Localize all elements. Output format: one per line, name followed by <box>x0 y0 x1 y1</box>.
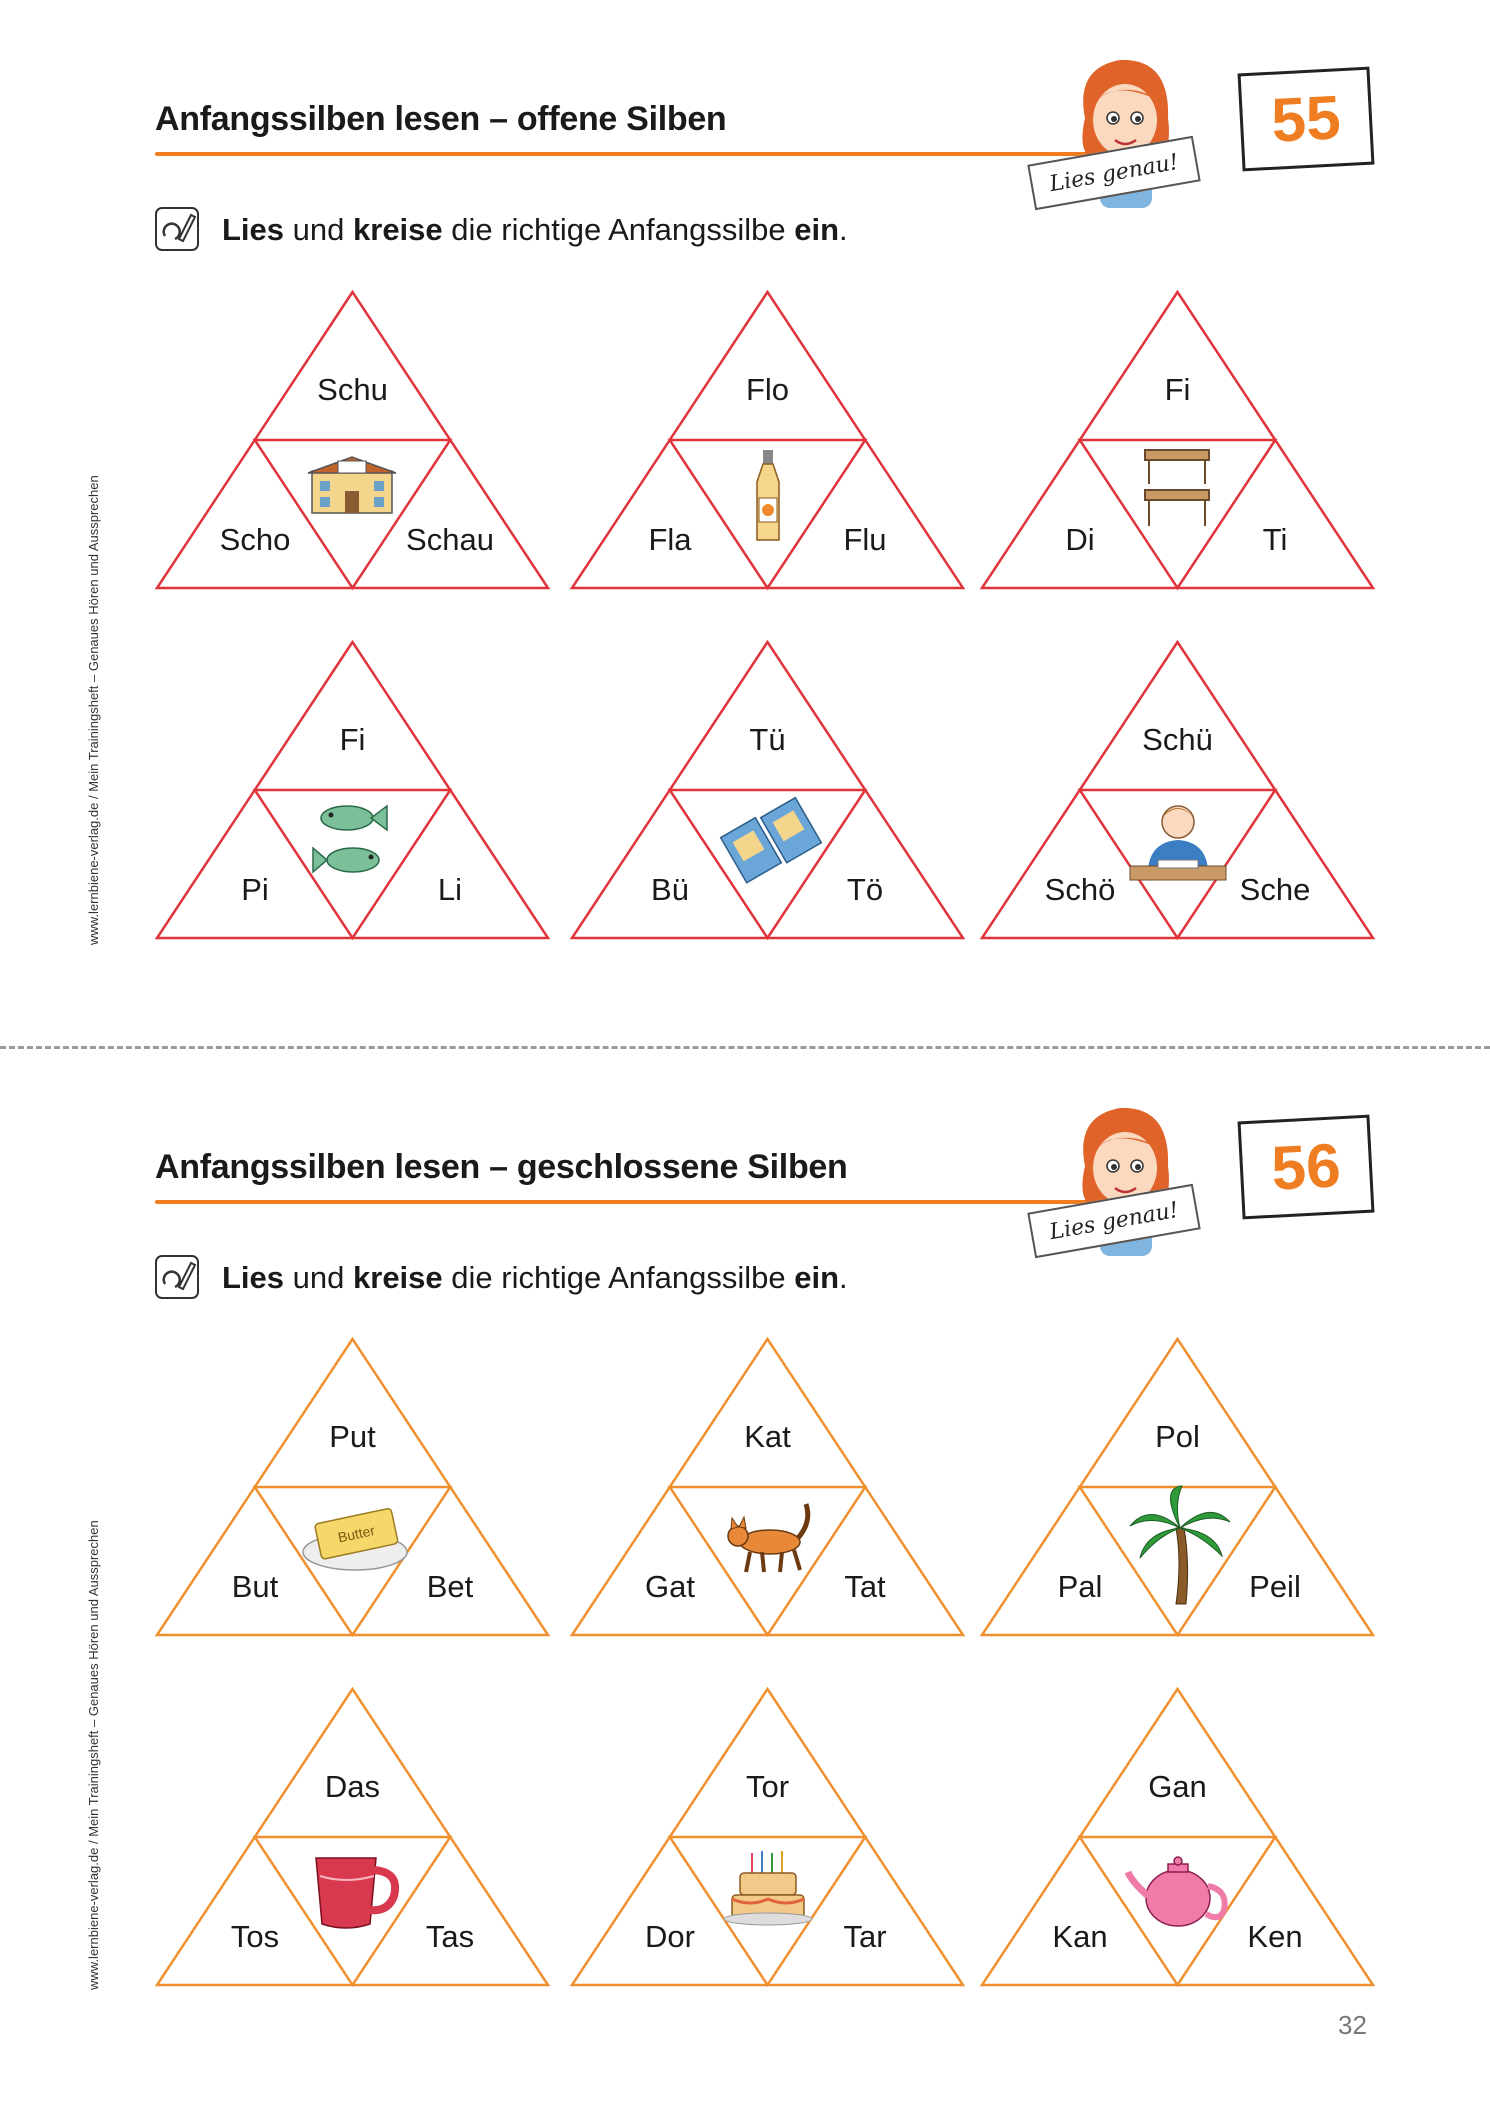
cut-line <box>0 1046 1490 1049</box>
syllable-triangle <box>980 1337 1375 1637</box>
syllable-left[interactable]: Pi <box>241 872 269 907</box>
syllable-right[interactable]: Ken <box>1247 1919 1303 1954</box>
syllable-triangle <box>155 290 550 590</box>
syllable-top[interactable]: Fi <box>339 722 366 757</box>
syllable-top[interactable]: Pol <box>1155 1419 1200 1454</box>
publisher-sidebar-text: www.lernbiene-verlag.de / Mein Trainingsheft – Genaues Hören und Aussprechen <box>86 1520 101 1990</box>
syllable-triangle <box>980 1687 1375 1987</box>
exercise-number-badge: 56 <box>1238 1115 1375 1220</box>
cat-icon <box>728 1504 808 1572</box>
syllable-right[interactable]: Bet <box>426 1569 474 1604</box>
syllable-top[interactable]: Schu <box>317 372 388 407</box>
books-icon <box>721 798 822 883</box>
butter-icon <box>303 1508 407 1570</box>
fish-icon <box>313 806 387 872</box>
syllable-triangle <box>570 290 965 590</box>
syllable-left[interactable]: Kan <box>1052 1919 1108 1954</box>
syllable-left[interactable]: But <box>231 1569 279 1604</box>
syllable-top[interactable]: Flo <box>745 372 790 407</box>
page-number: 32 <box>1338 2010 1367 2040</box>
section-title: Anfangssilben lesen – offene Silben <box>155 100 727 138</box>
syllable-top[interactable]: Das <box>324 1769 381 1804</box>
lies-genau-sign: Lies genau! <box>1027 1184 1200 1258</box>
syllable-left[interactable]: Gat <box>645 1569 695 1604</box>
syllable-triangle <box>980 640 1375 940</box>
lies-genau-sign: Lies genau! <box>1027 136 1200 210</box>
syllable-right[interactable]: Tö <box>846 872 884 907</box>
syllable-right[interactable]: Tar <box>843 1919 887 1954</box>
pencil-circle-icon <box>155 1255 199 1299</box>
syllable-top[interactable]: Put <box>329 1419 376 1454</box>
syllable-right[interactable]: Schau <box>406 522 494 557</box>
syllable-triangle <box>570 1687 965 1987</box>
syllable-triangle <box>155 1687 550 1987</box>
task-instruction: Lies und kreise die richtige Anfangssilbe ein. <box>222 1260 848 1295</box>
syllable-left[interactable]: Di <box>1065 522 1095 557</box>
title-underline <box>155 152 1175 156</box>
syllable-left[interactable]: Tos <box>230 1919 280 1954</box>
syllable-triangle <box>570 640 965 940</box>
pupil-icon <box>1130 806 1226 880</box>
section-title: Anfangssilben lesen – geschlossene Silben <box>155 1148 848 1186</box>
syllable-triangle <box>570 1337 965 1637</box>
task-instruction: Lies und kreise die richtige Anfangssilbe ein. <box>222 212 848 247</box>
syllable-left[interactable]: Bü <box>651 872 689 907</box>
syllable-triangle <box>155 640 550 940</box>
syllable-top[interactable]: Fi <box>1164 372 1191 407</box>
syllable-right[interactable]: Peil <box>1249 1569 1301 1604</box>
syllable-triangle <box>155 1337 550 1637</box>
syllable-right[interactable]: Flu <box>843 522 887 557</box>
bottle-icon <box>757 450 779 540</box>
syllable-triangle <box>980 290 1375 590</box>
syllable-top[interactable]: Kat <box>744 1419 791 1454</box>
syllable-top[interactable]: Tor <box>745 1769 790 1804</box>
teapot-icon <box>1128 1857 1225 1926</box>
cake-icon <box>724 1851 812 1925</box>
svg-text:Butter: Butter <box>336 1522 377 1546</box>
syllable-right[interactable]: Tat <box>844 1569 886 1604</box>
syllable-left[interactable]: Scho <box>219 522 291 557</box>
syllable-right[interactable]: Tas <box>425 1919 475 1954</box>
syllable-left[interactable]: Dor <box>645 1919 695 1954</box>
syllable-top[interactable]: Gan <box>1148 1769 1207 1804</box>
syllable-left[interactable]: Fla <box>648 522 692 557</box>
pencil-circle-icon <box>155 207 199 251</box>
exercise-number-badge: 55 <box>1238 67 1375 172</box>
syllable-right[interactable]: Ti <box>1262 522 1288 557</box>
syllable-right[interactable]: Sche <box>1239 872 1311 907</box>
tables-icon <box>1145 450 1209 526</box>
syllable-left[interactable]: Pal <box>1057 1569 1103 1604</box>
syllable-right[interactable]: Li <box>437 872 463 907</box>
title-underline <box>155 1200 1175 1204</box>
cup-icon <box>316 1858 395 1928</box>
syllable-top[interactable]: Tü <box>749 722 786 757</box>
school-icon <box>308 457 396 513</box>
syllable-left[interactable]: Schö <box>1044 872 1116 907</box>
publisher-sidebar-text: www.lernbiene-verlag.de / Mein Trainingsheft – Genaues Hören und Aussprechen <box>86 475 101 945</box>
syllable-top[interactable]: Schü <box>1142 722 1213 757</box>
